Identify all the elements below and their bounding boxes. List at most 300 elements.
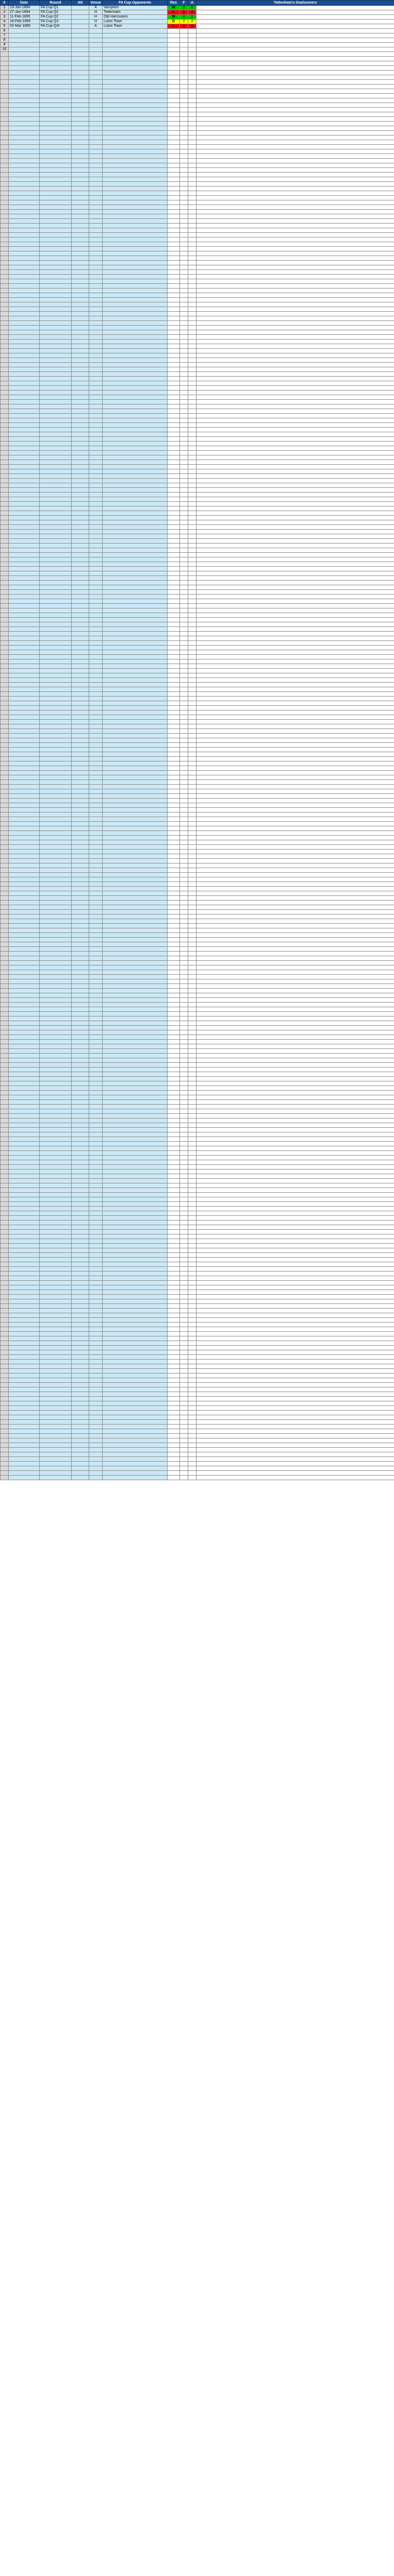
match-date — [9, 1156, 40, 1160]
goalscorers — [196, 845, 394, 850]
table-row — [1, 799, 394, 803]
goals-against — [188, 942, 196, 947]
goalscorers — [196, 748, 394, 752]
table-row — [1, 525, 394, 530]
goals-against — [188, 205, 196, 210]
table-row — [1, 845, 394, 850]
table-row — [1, 692, 394, 697]
match-number — [1, 678, 9, 683]
goalscorers — [196, 117, 394, 122]
col-header-number: # — [1, 1, 9, 6]
match-number — [1, 1276, 9, 1281]
match-date — [9, 1299, 40, 1304]
match-round — [40, 1072, 72, 1077]
match-attendance — [72, 363, 89, 367]
table-row — [1, 261, 394, 265]
match-number — [1, 1091, 9, 1095]
match-round — [40, 1179, 72, 1183]
match-result — [168, 1411, 180, 1415]
table-row — [1, 854, 394, 859]
match-attendance — [72, 595, 89, 599]
match-number — [1, 1040, 9, 1044]
goalscorers — [196, 298, 394, 302]
goals-against — [188, 1387, 196, 1392]
match-round — [40, 1211, 72, 1216]
match-attendance — [72, 799, 89, 803]
match-opponent — [103, 539, 168, 544]
match-round — [40, 451, 72, 455]
match-round — [40, 1207, 72, 1211]
match-venue — [89, 1179, 103, 1183]
match-date — [9, 270, 40, 275]
match-number — [1, 715, 9, 720]
goals-against — [188, 1225, 196, 1230]
match-attendance — [72, 149, 89, 154]
match-result — [168, 831, 180, 836]
table-row — [1, 6, 394, 10]
goals-for — [180, 1290, 188, 1295]
goalscorers — [196, 608, 394, 613]
match-venue — [89, 1276, 103, 1281]
match-number — [1, 780, 9, 785]
match-round — [40, 140, 72, 145]
goals-for — [180, 381, 188, 386]
table-row — [1, 928, 394, 933]
goals-for — [180, 163, 188, 168]
goals-for — [180, 863, 188, 868]
table-row — [1, 1239, 394, 1244]
table-row — [1, 414, 394, 418]
match-attendance — [72, 1109, 89, 1114]
table-row — [1, 1457, 394, 1462]
match-opponent — [103, 289, 168, 293]
match-number — [1, 1244, 9, 1248]
match-round — [40, 780, 72, 785]
goals-against — [188, 103, 196, 108]
match-attendance — [72, 442, 89, 446]
match-number — [1, 330, 9, 335]
table-row — [1, 1248, 394, 1253]
goals-against — [188, 984, 196, 989]
match-venue — [89, 122, 103, 126]
match-round — [40, 1355, 72, 1360]
table-row — [1, 794, 394, 799]
match-result — [168, 511, 180, 516]
match-venue — [89, 632, 103, 636]
goals-against — [188, 1100, 196, 1105]
match-opponent — [103, 914, 168, 919]
match-round — [40, 1197, 72, 1202]
match-attendance — [72, 924, 89, 928]
table-row — [1, 1160, 394, 1165]
match-date — [9, 330, 40, 335]
goals-against — [188, 497, 196, 502]
table-row — [1, 933, 394, 938]
goalscorers — [196, 437, 394, 442]
match-result — [168, 247, 180, 251]
match-date — [9, 168, 40, 173]
match-number — [1, 947, 9, 952]
match-round — [40, 1137, 72, 1142]
match-venue — [89, 71, 103, 75]
goals-for — [180, 149, 188, 154]
table-row — [1, 168, 394, 173]
match-opponent — [103, 57, 168, 61]
match-venue — [89, 340, 103, 344]
goals-against — [188, 989, 196, 993]
goals-for — [180, 1221, 188, 1225]
match-number — [1, 219, 9, 224]
match-round — [40, 757, 72, 761]
match-number — [1, 632, 9, 636]
table-row — [1, 312, 394, 316]
goals-against — [188, 817, 196, 822]
table-row — [1, 1299, 394, 1304]
goals-against — [188, 567, 196, 571]
match-result — [168, 66, 180, 71]
match-result — [168, 187, 180, 191]
match-date — [9, 33, 40, 38]
table-row — [1, 998, 394, 1003]
table-row — [1, 71, 394, 75]
match-round — [40, 933, 72, 938]
match-venue — [89, 479, 103, 483]
goals-against — [188, 1425, 196, 1429]
goals-for — [180, 1281, 188, 1285]
match-opponent — [103, 196, 168, 200]
match-venue — [89, 242, 103, 247]
match-attendance — [72, 850, 89, 854]
goals-against — [188, 1160, 196, 1165]
goalscorers — [196, 377, 394, 381]
match-date — [9, 1003, 40, 1007]
match-attendance — [72, 1174, 89, 1179]
goals-for — [180, 1086, 188, 1091]
match-venue — [89, 321, 103, 326]
table-row — [1, 771, 394, 775]
goals-against — [188, 608, 196, 613]
table-row — [1, 1091, 394, 1095]
match-result — [168, 1323, 180, 1327]
match-opponent — [103, 687, 168, 692]
match-opponent — [103, 1262, 168, 1267]
goals-for — [180, 1067, 188, 1072]
match-number — [1, 1258, 9, 1262]
goals-for — [180, 595, 188, 599]
table-row — [1, 1471, 394, 1476]
match-opponent — [103, 84, 168, 89]
match-date — [9, 1044, 40, 1049]
table-row — [1, 47, 394, 52]
match-opponent — [103, 154, 168, 159]
table-row — [1, 687, 394, 692]
match-number — [1, 845, 9, 850]
goals-for — [180, 1202, 188, 1207]
match-result — [168, 530, 180, 534]
table-row — [1, 924, 394, 928]
match-venue — [89, 836, 103, 840]
match-round — [40, 1109, 72, 1114]
match-attendance — [72, 71, 89, 75]
match-opponent — [103, 715, 168, 720]
match-attendance — [72, 1035, 89, 1040]
match-opponent — [103, 1434, 168, 1438]
match-result — [168, 1383, 180, 1387]
match-opponent — [103, 1406, 168, 1411]
match-round — [40, 483, 72, 488]
goals-against — [188, 284, 196, 289]
goalscorers — [196, 312, 394, 316]
match-round — [40, 423, 72, 428]
goalscorers — [196, 882, 394, 887]
match-number — [1, 1021, 9, 1026]
match-number — [1, 1364, 9, 1369]
goalscorers — [196, 228, 394, 233]
goalscorers — [196, 214, 394, 219]
match-date — [9, 1313, 40, 1318]
goals-against — [188, 965, 196, 970]
col-header-result: Res — [168, 1, 180, 6]
goalscorers — [196, 409, 394, 414]
goalscorers — [196, 697, 394, 701]
goals-against — [188, 928, 196, 933]
match-result — [168, 710, 180, 715]
match-attendance — [72, 836, 89, 840]
match-result — [168, 687, 180, 692]
match-round — [40, 372, 72, 377]
goalscorers — [196, 1272, 394, 1276]
goals-against — [188, 822, 196, 826]
match-venue — [89, 196, 103, 200]
goalscorers — [196, 692, 394, 697]
match-round — [40, 256, 72, 261]
goals-for — [180, 1397, 188, 1401]
match-venue: A — [89, 24, 103, 29]
match-result — [168, 984, 180, 989]
match-attendance — [72, 493, 89, 497]
match-date — [9, 1030, 40, 1035]
match-venue — [89, 1086, 103, 1091]
goals-for — [180, 1248, 188, 1253]
match-result — [168, 372, 180, 377]
match-venue — [89, 1332, 103, 1336]
goals-for — [180, 743, 188, 748]
match-result — [168, 173, 180, 177]
goals-for — [180, 877, 188, 882]
goals-for — [180, 771, 188, 775]
goalscorers — [196, 914, 394, 919]
table-row — [1, 154, 394, 159]
table-row — [1, 451, 394, 455]
match-opponent — [103, 595, 168, 599]
match-attendance — [72, 1221, 89, 1225]
goals-for — [180, 108, 188, 112]
goals-against — [188, 710, 196, 715]
table-row — [1, 859, 394, 863]
match-opponent — [103, 599, 168, 604]
match-venue — [89, 1360, 103, 1364]
goalscorers — [196, 831, 394, 836]
match-number — [1, 812, 9, 817]
match-venue — [89, 785, 103, 789]
match-venue — [89, 919, 103, 924]
match-round — [40, 1285, 72, 1290]
match-number — [1, 140, 9, 145]
match-venue — [89, 1253, 103, 1258]
match-venue — [89, 205, 103, 210]
goalscorers — [196, 516, 394, 520]
match-opponent — [103, 187, 168, 191]
goals-for — [180, 1299, 188, 1304]
table-row — [1, 576, 394, 581]
table-row — [1, 404, 394, 409]
goals-for — [180, 1095, 188, 1100]
match-date — [9, 1350, 40, 1355]
match-date — [9, 437, 40, 442]
match-opponent — [103, 1258, 168, 1262]
goals-for — [180, 1387, 188, 1392]
match-date — [9, 61, 40, 66]
match-opponent — [103, 891, 168, 896]
match-number — [1, 1336, 9, 1341]
goals-for — [180, 757, 188, 761]
match-result — [168, 780, 180, 785]
match-round — [40, 882, 72, 887]
match-opponent — [103, 38, 168, 43]
goals-for — [180, 896, 188, 901]
match-opponent — [103, 720, 168, 724]
match-number — [1, 506, 9, 511]
goals-against — [188, 1248, 196, 1253]
match-round — [40, 766, 72, 771]
goals-for — [180, 1007, 188, 1012]
match-result — [168, 1146, 180, 1151]
match-number — [1, 117, 9, 122]
match-attendance — [72, 154, 89, 159]
match-date — [9, 979, 40, 984]
table-row — [1, 627, 394, 632]
match-result — [168, 669, 180, 673]
match-venue — [89, 965, 103, 970]
goalscorers — [196, 1448, 394, 1452]
goalscorers — [196, 669, 394, 673]
match-attendance — [72, 1100, 89, 1105]
match-venue — [89, 613, 103, 618]
match-venue — [89, 1355, 103, 1360]
match-result — [168, 655, 180, 659]
match-result — [168, 562, 180, 567]
goalscorers — [196, 715, 394, 720]
match-opponent — [103, 910, 168, 914]
goalscorers — [196, 75, 394, 80]
goals-for — [180, 1285, 188, 1290]
match-attendance — [72, 752, 89, 757]
match-attendance — [72, 905, 89, 910]
match-number — [1, 863, 9, 868]
goals-for — [180, 200, 188, 205]
match-date — [9, 775, 40, 780]
match-venue — [89, 655, 103, 659]
match-opponent — [103, 400, 168, 404]
match-result — [168, 488, 180, 493]
match-round — [40, 608, 72, 613]
match-venue — [89, 1476, 103, 1480]
goals-against — [188, 1443, 196, 1448]
goals-for — [180, 1225, 188, 1230]
goals-against — [188, 636, 196, 641]
match-opponent — [103, 970, 168, 975]
match-result — [168, 646, 180, 650]
goalscorers — [196, 738, 394, 743]
goalscorers — [196, 576, 394, 581]
goals-for — [180, 66, 188, 71]
match-number — [1, 1272, 9, 1276]
table-row — [1, 720, 394, 724]
match-opponent — [103, 428, 168, 432]
match-attendance — [72, 1360, 89, 1364]
goals-for — [180, 511, 188, 516]
match-number — [1, 859, 9, 863]
goals-against — [188, 1091, 196, 1095]
match-venue — [89, 530, 103, 534]
match-attendance — [72, 418, 89, 423]
match-date — [9, 692, 40, 697]
match-attendance — [72, 163, 89, 168]
goals-against — [188, 312, 196, 316]
goalscorers — [196, 924, 394, 928]
goals-against — [188, 1179, 196, 1183]
match-number — [1, 1448, 9, 1452]
match-round — [40, 850, 72, 854]
match-result — [168, 701, 180, 706]
table-row — [1, 381, 394, 386]
match-opponent — [103, 1132, 168, 1137]
goals-for — [180, 887, 188, 891]
match-venue — [89, 1383, 103, 1387]
match-date — [9, 307, 40, 312]
match-result — [168, 428, 180, 432]
goals-for — [180, 1406, 188, 1411]
table-row — [1, 219, 394, 224]
goals-against — [188, 173, 196, 177]
match-round — [40, 632, 72, 636]
match-opponent — [103, 177, 168, 182]
goals-against — [188, 678, 196, 683]
match-attendance — [72, 650, 89, 655]
match-result — [168, 775, 180, 780]
match-venue — [89, 576, 103, 581]
match-attendance — [72, 1276, 89, 1281]
goals-against — [188, 1128, 196, 1132]
match-date — [9, 734, 40, 738]
match-round — [40, 627, 72, 632]
match-round — [40, 94, 72, 98]
goals-for — [180, 775, 188, 780]
match-date — [9, 965, 40, 970]
match-round — [40, 173, 72, 177]
match-opponent — [103, 557, 168, 562]
match-date — [9, 673, 40, 678]
goals-against — [188, 75, 196, 80]
goalscorers — [196, 868, 394, 873]
match-result — [168, 516, 180, 520]
goals-against — [188, 228, 196, 233]
match-opponent — [103, 145, 168, 149]
table-row — [1, 812, 394, 817]
match-venue — [89, 748, 103, 752]
goals-for — [180, 539, 188, 544]
match-result — [168, 1123, 180, 1128]
